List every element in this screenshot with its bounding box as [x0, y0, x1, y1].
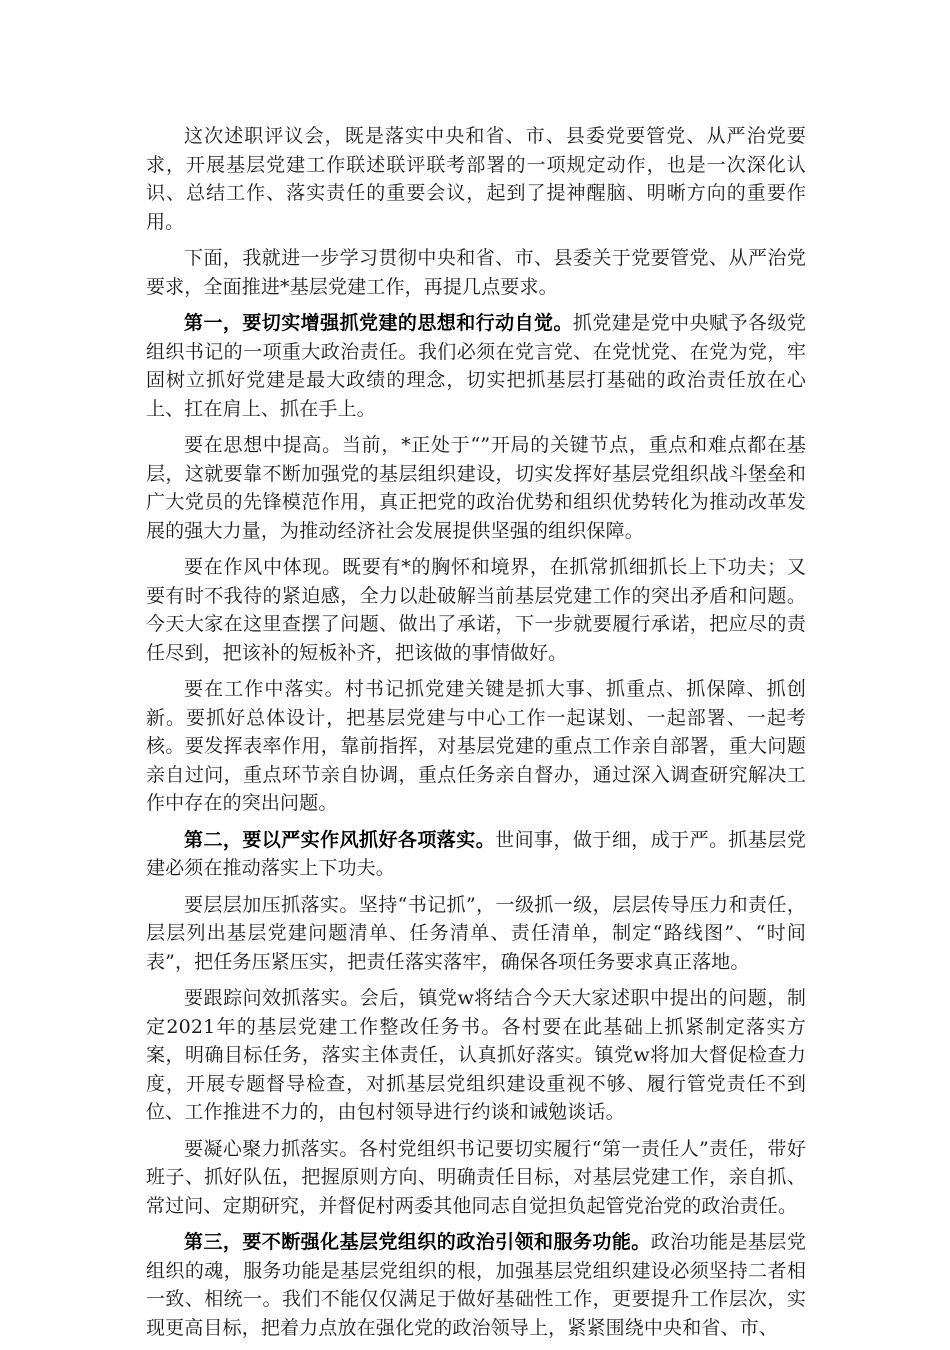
- document-body: [146, 122, 806, 1350]
- paragraph-11-text: 政治功能是基层党组织的魂，服务功能是基层党组织的根，加强基层党组织建设必须坚持二者相一致、相统一。我们不能仅仅满足于做好基础性工作，更要提升工作层次，实现更高目标，把着力点放在强化党的政治领导上，紧紧围绕中央和省、市、: [146, 1231, 806, 1339]
- paragraph-2-text: 下面，我就进一步学习贯彻中央和省、市、县委关于党要管党、从严治党要求，全面推进*基层党建工作，再提几点要求。: [146, 247, 806, 298]
- paragraph-9-text: 要跟踪问效抓落实。会后，镇党w将结合今天大家述职中提出的问题，制定2021年的基层党建工作整改任务书。各村要在此基础上抓紧制定落实方案，明确目标任务，落实主体责任，认真抓好落实。镇党w将加大督促检查力度，开展专题督导检查，对抓基层党组织建设重视不够、履行管党责任不到位、工作推进不力的，由包村领导进行约谈和诫勉谈话。: [146, 987, 806, 1123]
- paragraph-5: [146, 553, 806, 667]
- paragraph-5-text: 要在作风中体现。既要有*的胸怀和境界，在抓常抓细抓长上下功夫；又要有时不我待的紧迫感，全力以赴破解当前基层党建工作的突出矛盾和问题。今天大家在这里查摆了问题、做出了承诺，下一步就要履行承诺，把应尽的责任尽到，把该补的短板补齐，把该做的事情做好。: [146, 556, 806, 664]
- paragraph-10: [146, 1135, 806, 1221]
- paragraph-9: [146, 984, 806, 1127]
- paragraph-7: [146, 826, 806, 883]
- paragraph-8: [146, 891, 806, 977]
- paragraph-10-text: 要凝心聚力抓落实。各村党组织书记要切实履行“第一责任人”责任，带好班子、抓好队伍，把握原则方向、明确责任目标，对基层党建工作，亲自抓、常过问、定期研究，并督促村两委其他同志自觉担负起管党治党的政治责任。: [146, 1137, 806, 1217]
- paragraph-3: [146, 309, 806, 423]
- paragraph-6-text: 要在工作中落实。村书记抓党建关键是抓大事、抓重点、抓保障、抓创新。要抓好总体设计，把基层党建与中心工作一起谋划、一起部署、一起考核。要发挥表率作用，靠前指挥，对基层党建的重点工作亲自部署，重大问题亲自过问，重点环节亲自协调，重点任务亲自督办，通过深入调查研究解决工作中存在的突出问题。: [146, 678, 806, 814]
- paragraph-4: [146, 431, 806, 545]
- paragraph-11: [146, 1228, 806, 1342]
- paragraph-6: [146, 675, 806, 818]
- paragraph-1: [146, 122, 806, 236]
- paragraph-1-text: 这次述职评议会，既是落实中央和省、市、县委党要管党、从严治党要求，开展基层党建工作联述联评联考部署的一项规定动作，也是一次深化认识、总结工作、落实责任的重要会议，起到了提神醒脑、明晰方向的重要作用。: [146, 125, 806, 233]
- paragraph-3-text: 抓党建是党中央赋予各级党组织书记的一项重大政治责任。我们必须在党言党、在党忧党、在党为党，牢固树立抓好党建是最大政绩的理念，切实把抓基层打基础的政治责任放在心上、扛在肩上、抓在手上。: [146, 312, 806, 420]
- section-2-heading: 第二，要以严实作风抓好各项落实。: [184, 828, 496, 851]
- paragraph-4-text: 要在思想中提高。当前，*正处于“”开局的关键节点，重点和难点都在基层，这就要靠不断加强党的基层组织建设，切实发挥好基层党组织战斗堡垒和广大党员的先锋模范作用，真正把党的政治优势和组织优势转化为推动改革发展的强大力量，为推动经济社会发展提供坚强的组织保障。: [146, 434, 806, 542]
- paragraph-8-text: 要层层加压抓落实。坚持“书记抓”，一级抓一级，层层传导压力和责任，层层列出基层党建问题清单、任务清单、责任清单，制定“路线图”、“时间表”，把任务压紧压实，把责任落实落牢，确保各项任务要求真正落地。: [146, 893, 806, 973]
- section-3-heading: 第三，要不断强化基层党组织的政治引领和服务功能。: [184, 1231, 651, 1253]
- paragraph-2: [146, 244, 806, 301]
- paragraph-7-text: 世间事，做于细，成于严。抓基层党建必须在推动落实上下功夫。: [146, 828, 807, 879]
- section-1-heading: 第一，要切实增强抓党建的思想和行动自觉。: [184, 312, 573, 334]
